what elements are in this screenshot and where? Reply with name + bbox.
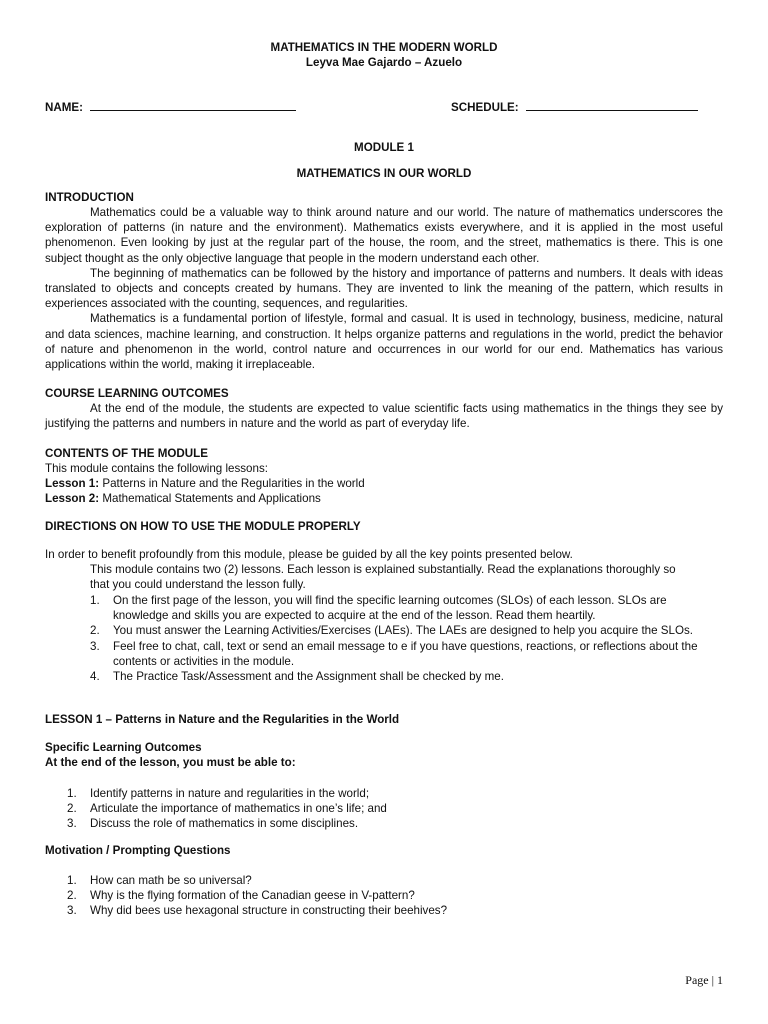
lesson1-heading: LESSON 1 – Patterns in Nature and the Regularities in the World: [45, 713, 400, 726]
outcomes-heading: COURSE LEARNING OUTCOMES: [45, 387, 229, 400]
list-item: 3. Why did bees use hexagonal structure in constructing their beehives?: [67, 904, 448, 918]
module-title: MATHEMATICS IN OUR WORLD: [296, 167, 472, 180]
course-title: MATHEMATICS IN THE MODERN WORLD: [270, 41, 498, 54]
list-item: 3. Feel free to chat, call, text or send an email message to e if you have questions, reactions, or reflections about the contents or activities in the module.: [90, 639, 698, 668]
name-label: NAME:: [45, 101, 83, 114]
intro-paragraph: Mathematics is a fundamental portion of lifestyle, formal and casual. It is used in technology, business, medicine, natural and data sciences, machine learning, and construction. It helps organize patterns and regulations in the world, predict the behavior of nature and phenomenon in the world, control nature and occurrences in our world for our end. Mathematics has various applications within the world, making it irreplaceable.: [45, 312, 723, 372]
list-item: 1. How can math be so universal?: [67, 874, 252, 887]
lesson-title: Patterns in Nature and the Regularities in the world: [102, 477, 365, 490]
list-item: 1. Identify patterns in nature and regularities in the world;: [67, 787, 370, 800]
slo-intro: At the end of the lesson, you must be able to:: [45, 756, 296, 769]
author-name: Leyva Mae Gajardo – Azuelo: [305, 56, 463, 69]
page-number: Page | 1: [685, 973, 723, 987]
list-item: 2. Articulate the importance of mathematics in one’s life; and: [67, 802, 387, 816]
contents-heading: CONTENTS OF THE MODULE: [45, 447, 208, 460]
directions-heading: DIRECTIONS ON HOW TO USE THE MODULE PROPERLY: [45, 520, 361, 533]
contents-lesson-1: [45, 476, 723, 491]
intro-paragraph: Mathematics could be a valuable way to think around nature and our world. The nature of mathematics underscores the exploration of patterns (in nature and the environment). Mathematics exists everywhere, and it is applied in the most useful phenomenon. Even looking by just at the regular part of the house, the room, and the street, mathematics is there. This is one subject thought as the only objective language that people in the modern understand each other.: [45, 206, 723, 265]
name-schedule-row: [45, 100, 723, 115]
introduction-body: [45, 205, 723, 372]
outcomes-text: At the end of the module, the students are expected to value scientific facts using mathematics in the things they see by justifying the patterns and numbers in nature and the world as part of everyday life.: [45, 402, 723, 431]
lesson-title: Mathematical Statements and Applications: [102, 492, 321, 505]
lesson-label: Lesson 1:: [45, 477, 100, 490]
motivation-list: [45, 873, 723, 919]
document-page: [45, 0, 723, 1024]
slo-list: [45, 786, 723, 832]
name-field[interactable]: [90, 100, 296, 111]
list-item: 1. On the first page of the lesson, you will find the specific learning outcomes (SLOs) of each lesson. SLOs are knowledge and skills you are expected to acquire at the end of the lesson. Read them heartily.: [90, 594, 667, 623]
intro-paragraph: The beginning of mathematics can be followed by the history and importance of patterns and numbers. It deals with ideas translated to objects and concepts created by humans. They are invented to link the meaning of the pattern, which results in experiences associated with the counting, sequences, and regularities.: [45, 266, 723, 311]
directions-list: [45, 593, 723, 684]
contents-intro: This module contains the following lessons:: [45, 462, 268, 475]
directions-intro: In order to benefit profoundly from this module, please be guided by all the key points presented below.: [45, 548, 573, 561]
contents-lesson-2: [45, 491, 723, 506]
lesson-label: Lesson 2:: [45, 492, 100, 505]
slo-heading: Specific Learning Outcomes: [45, 741, 202, 754]
list-item: 2. Why is the flying formation of the Canadian geese in V-pattern?: [67, 889, 415, 903]
introduction-heading: INTRODUCTION: [45, 191, 134, 204]
directions-paragraph: This module contains two (2) lessons. Each lesson is explained substantially. Read the explanations thoroughly so that you could understand the lesson fully.: [90, 563, 676, 592]
motivation-heading: Motivation / Prompting Questions: [45, 844, 231, 857]
schedule-field[interactable]: [526, 100, 698, 111]
list-item: 2. You must answer the Learning Activities/Exercises (LAEs). The LAEs are designed to help you acquire the SLOs.: [90, 624, 694, 638]
list-item: 3. Discuss the role of mathematics in some disciplines.: [67, 817, 359, 831]
list-item: 4. The Practice Task/Assessment and the Assignment shall be checked by me.: [90, 670, 504, 684]
module-number: MODULE 1: [354, 141, 414, 154]
schedule-label: SCHEDULE:: [451, 101, 519, 114]
